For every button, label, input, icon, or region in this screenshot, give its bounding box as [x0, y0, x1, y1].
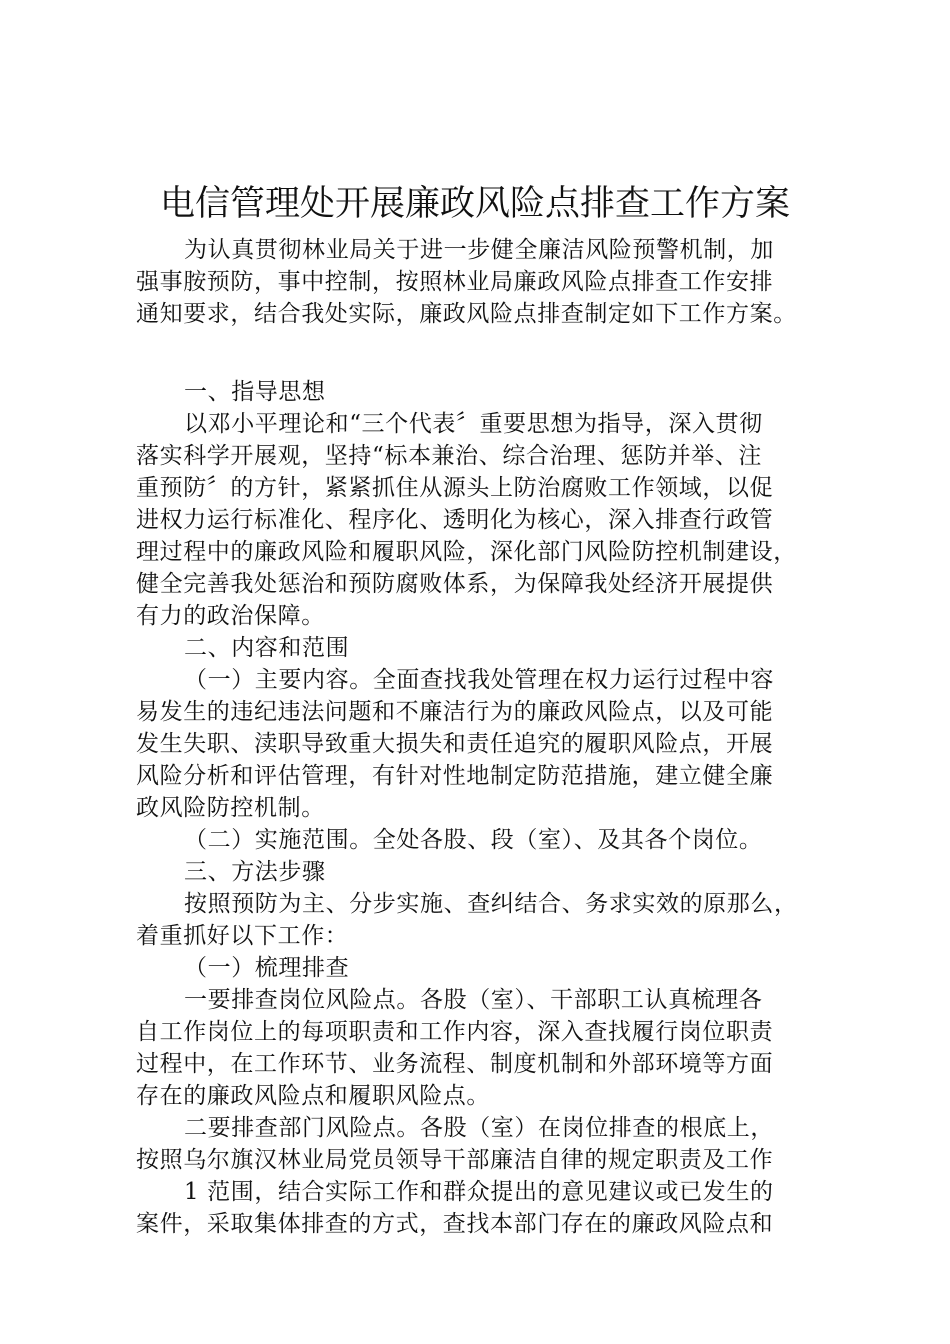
text-line: 重预防〞的方针，紧紧抓住从源头上防治腐败工作领域，以促	[136, 475, 774, 501]
text-line: 二、内容和范围	[184, 635, 350, 661]
text-line: 以邓小平理论和“三个代表〞重要思想为指导，深入贯彻	[184, 411, 763, 437]
text-line: （一）主要内容。全面查找我处管理在权力运行过程中容	[184, 667, 774, 693]
text-line: 着重抓好以下工作：	[136, 923, 349, 949]
text-line: 进权力运行标准化、程序化、透明化为核心，深入排查行政管	[136, 507, 774, 533]
text-line: 通知要求，结合我处实际，廉政风险点排查制定如下工作方案。	[136, 301, 797, 327]
text-line: 发生失职、渎职导致重大损失和责任追究的履职风险点，开展	[136, 731, 774, 757]
text-line: 落实科学开展观，坚持“标本兼治、综合治理、惩防并举、注	[136, 443, 762, 469]
text-line: 按照预防为主、分步实施、查纠结合、务求实效的原那么，	[184, 891, 798, 917]
document-title: 电信管理处开展廉政风险点排查工作方案	[159, 184, 790, 224]
text-line: 三、方法步骤	[184, 859, 326, 885]
text-line: （二）实施范围。全处各股、段（室）、及其各个岗位。	[184, 827, 763, 853]
document-body	[136, 234, 836, 1240]
text-line: 风险分析和评估管理，有针对性地制定防范措施，建立健全廉	[136, 763, 774, 789]
text-line: 自工作岗位上的每项职责和工作内容，深入查找履行岗位职责	[136, 1019, 774, 1045]
text-line: 1 范围，结合实际工作和群众提出的意见建议或已发生的	[184, 1179, 774, 1205]
text-line: 过程中，在工作环节、业务流程、制度机制和外部环境等方面	[136, 1051, 774, 1077]
text-line: 强事胺预防，事中控制，按照林业局廉政风险点排查工作安排	[136, 269, 774, 295]
text-line: 一要排查岗位风险点。各股（室）、干部职工认真梳理各	[184, 987, 763, 1013]
text-line: 政风险防控机制。	[136, 795, 325, 821]
text-line: 为认真贯彻林业局关于进一步健全廉洁风险预警机制，加	[184, 237, 774, 263]
paragraph-gap	[136, 330, 836, 376]
text-line: 二要排查部门风险点。各股（室）在岗位排查的根底上，	[184, 1115, 774, 1141]
text-line: 按照乌尔旗汉林业局党员领导干部廉洁自律的规定职责及工作	[136, 1147, 774, 1173]
text-line: 一、指导思想	[184, 379, 326, 405]
text-line: 案件，采取集体排查的方式，查找本部门存在的廉政风险点和	[136, 1211, 774, 1237]
text-line: 存在的廉政风险点和履职风险点。	[136, 1083, 490, 1109]
text-line: 易发生的违纪违法问题和不廉洁行为的廉政风险点，以及可能	[136, 699, 774, 725]
text-line: 理过程中的廉政风险和履职风险，深化部门风险防控机制建设，	[136, 539, 797, 565]
text-line: （一）梳理排查	[184, 955, 350, 981]
text-line: 健全完善我处惩治和预防腐败体系，为保障我处经济开展提供	[136, 571, 774, 597]
text-line: 有力的政治保障。	[136, 603, 325, 629]
